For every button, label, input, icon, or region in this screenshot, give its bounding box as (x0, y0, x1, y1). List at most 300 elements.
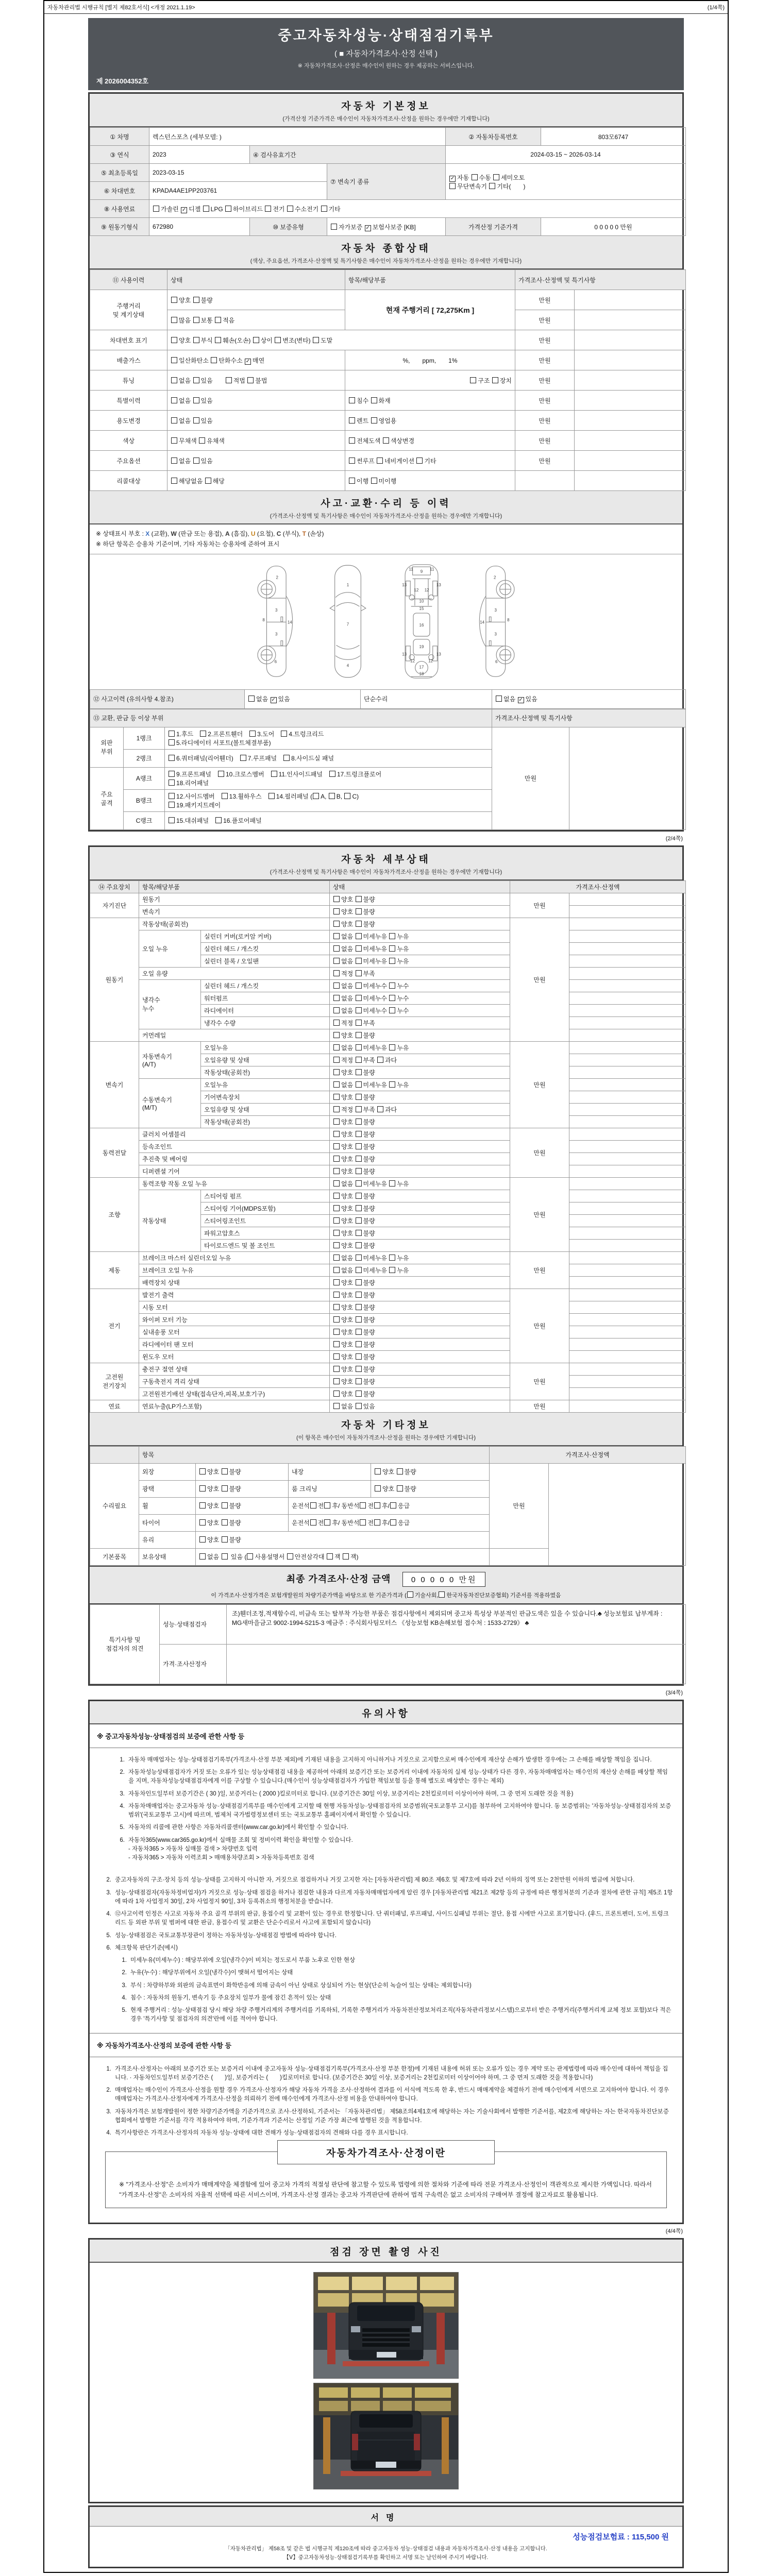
detail-state-table (90, 880, 682, 1413)
checkbox-unchecked (356, 958, 362, 964)
checkbox-unchecked (333, 1292, 340, 1298)
checkbox-unchecked (389, 1007, 395, 1013)
table-cell: ⑧ 사용연료 (90, 200, 149, 218)
table-cell: 시동 모터 (139, 1301, 330, 1313)
checkbox-unchecked (265, 206, 271, 212)
section-etc-info (90, 1413, 682, 1446)
table-cell: 유리 (139, 1531, 196, 1548)
table-cell: 자동변속기 (A/T) (139, 1041, 201, 1078)
table-row (90, 1029, 686, 1041)
price-survey-select-line: ( ■ 자동차가격조사·산정 선택 ) (334, 49, 438, 58)
checkbox-unchecked (171, 457, 177, 464)
table-cell (569, 1128, 686, 1140)
table-cell (569, 1264, 686, 1276)
svg-text:17: 17 (419, 665, 424, 670)
checkbox-unchecked (333, 1156, 340, 1162)
table-row (90, 979, 686, 992)
svg-text:13: 13 (402, 582, 407, 587)
table-cell: 양호 불량 (330, 1091, 510, 1103)
svg-text:18: 18 (419, 671, 424, 676)
notice-subitem-number: 3. (122, 1982, 127, 1989)
table-cell (569, 1313, 686, 1326)
checkbox-unchecked (356, 933, 362, 939)
car-diagram-side-left-icon (256, 562, 297, 681)
checkbox-unchecked (356, 1007, 362, 1013)
svg-text:16: 16 (419, 622, 424, 628)
title-box (88, 18, 684, 90)
table-row (90, 1313, 686, 1326)
table-cell (569, 992, 686, 1004)
table-cell: 배력장치 상태 (139, 1276, 330, 1289)
table-cell: 양호 불량 (330, 1326, 510, 1338)
checkbox-unchecked (389, 958, 395, 964)
table-cell: 워터펌프 (201, 992, 330, 1004)
table-cell: ⑫ 사고이력 (유의사항 4.참조) (90, 689, 245, 708)
table-cell: 양호 불량 (330, 1338, 510, 1350)
table-cell: 양호 불량 (330, 893, 510, 905)
checkbox-unchecked (333, 1329, 340, 1335)
table-cell: 양호 불량 (330, 1301, 510, 1313)
block-notices (88, 1700, 684, 2224)
checkbox-unchecked (377, 457, 383, 464)
checkbox-unchecked (356, 1168, 362, 1174)
checkbox-unchecked (222, 1536, 228, 1543)
notice-subitem (114, 1969, 673, 1977)
table-cell (575, 391, 686, 411)
table-cell: 양호 불량 (371, 1480, 490, 1497)
notice-item-number: 5. (120, 1824, 125, 1831)
checkbox-unchecked (333, 896, 340, 902)
table-cell: 없음 ✓ 있음 (492, 689, 686, 708)
table-row (90, 290, 686, 310)
notice-item (112, 1802, 673, 1820)
checkbox-unchecked (324, 1519, 330, 1526)
table-cell: 만원 (510, 1128, 569, 1177)
legend-segment: A (225, 530, 230, 537)
checkbox-unchecked (169, 731, 175, 737)
legend-segment: (판금 또는 용접), (176, 530, 226, 537)
table-cell: 없음 미세누유 누유 (330, 930, 510, 942)
checkbox-unchecked (171, 417, 177, 423)
table-cell: 고전원 전기장치 (90, 1363, 139, 1400)
table-cell: 양호 불량 (330, 1202, 510, 1214)
table-cell: ④ 검사유효기간 (250, 146, 446, 164)
table-cell: ⑨ 원동기형식 (90, 218, 149, 236)
checkbox-unchecked (333, 970, 340, 976)
table-cell: 양호 불량 (330, 1375, 510, 1387)
table-cell: 양호 부식 훼손(오손) 상이 변조(변타) 도말 (167, 330, 515, 350)
service-note: ※ 자동차가격조사·산정은 매수인이 원하는 경우 제공하는 서비스입니다. (297, 63, 475, 69)
checkbox-unchecked (371, 478, 377, 484)
table-cell (569, 1091, 686, 1103)
table-cell: 2랭크 (124, 749, 165, 767)
checkbox-unchecked (193, 297, 199, 303)
svg-text:9: 9 (420, 569, 423, 574)
notice-item-text: 자동차365(www.car365.go.kr)에서 실매물 조회 및 정비이력 확인을 확인할 수 있습니다. - 자동차365 > 자동차 실매물 검색 > 차량번호 입력 - 자동차365 > 자동차 이력조회 > 매매용차량조회 > 자동차등록번호 검색 (128, 1837, 353, 1861)
checkbox-unchecked (205, 478, 211, 484)
notice-item-text: 중고자동차의 구조·장치 등의 성능·상태를 고지하지 아니한 자, 거짓으로 점검하거나 거짓 고지한 자는 [자동차관리법] 제 80조 제6호 및 제7호에 따라 2년 이하의 징역 또는 2천만원 이하의 벌금에 처합니다. (115, 1877, 635, 1884)
table-cell: 많음 보통 적음 (167, 310, 345, 330)
signature-title: 서명 (90, 2507, 682, 2527)
checkbox-unchecked (472, 174, 478, 180)
notice-item (99, 2065, 673, 2083)
table-cell (575, 370, 686, 391)
table-cell: 양호 불량 (330, 1276, 510, 1289)
car-diagram-top-icon (327, 562, 368, 681)
svg-text:10: 10 (419, 599, 424, 604)
table-cell: 썬루프 네비게이션 기타 (345, 451, 515, 471)
table-row (90, 471, 686, 491)
checkbox-unchecked (287, 206, 293, 212)
table-row (90, 1165, 686, 1177)
table-cell: 보유상태 (139, 1548, 196, 1565)
checkbox-unchecked (356, 1106, 362, 1112)
section-overall-state (90, 236, 682, 269)
notice-item (99, 1910, 673, 1928)
checkbox-unchecked (333, 1316, 340, 1323)
table-cell: 무채색 유채색 (167, 431, 345, 451)
table-cell: 없음 미세누유 누유 (330, 1078, 510, 1091)
checkbox-unchecked (333, 1341, 340, 1347)
table-cell: 실린더 커버(로커암 커버) (201, 930, 330, 942)
checkbox-unchecked (356, 1353, 362, 1360)
etc-info-table (90, 1446, 682, 1566)
notice-item-number: 3. (120, 1790, 125, 1797)
table-cell: 1랭크 (124, 727, 165, 749)
inspection-photo-front (313, 2272, 459, 2379)
checkbox-unchecked (333, 995, 340, 1001)
checkbox-unchecked (356, 1156, 362, 1162)
table-row (90, 370, 686, 391)
svg-text:7: 7 (346, 622, 349, 627)
table-cell: 단순수리 (361, 689, 492, 708)
table-cell (575, 431, 686, 451)
table-cell: ⑬ 교환, 판금 등 이상 부위 (90, 709, 492, 727)
signature-legal-line-1: 「자동차관리법」 제58조 및 같은 법 시행규칙 제120조에 따라 중고자동차 성능·상태점검 내용과 자동차가격조사·산정 내용을 고지합니다. (225, 2545, 547, 2552)
checkbox-unchecked (389, 1044, 395, 1050)
notice-item-number: 6. (106, 1944, 111, 1951)
table-cell: 오일 유량 (139, 967, 330, 979)
legend-segment: (흠집), (229, 530, 251, 537)
page-marker-1: (1/4쪽) (707, 5, 725, 11)
table-cell: 스티어링 펌프 (201, 1190, 330, 1202)
block-photos (88, 2238, 684, 2503)
checkbox-unchecked (356, 982, 362, 989)
table-cell: 만원 (515, 330, 575, 350)
document-title: 중고자동차성능·상태점검기록부 (278, 28, 494, 43)
table-cell (515, 471, 575, 491)
table-cell: 없음 미세누유 누유 (330, 1251, 510, 1264)
checkbox-unchecked (356, 1316, 362, 1323)
checkbox-unchecked (193, 397, 199, 403)
table-cell: 상태 (330, 880, 510, 893)
checkbox-unchecked (333, 1353, 340, 1360)
checkbox-unchecked (356, 896, 362, 902)
checkbox-checked: ✓ (245, 358, 250, 364)
state-code-legend-line1 (96, 529, 676, 539)
notice-item-text: 자동차인도일부터 보증기간은 ( 30 )일, 보증거리는 ( 2000 )킬로미터로 합니다. (보증기간은 30일 이상, 보증거리는 2천킬로미터 이상이어야 하며, 그 중 먼저 도래한 것을 적용) (128, 1790, 574, 1797)
table-cell: 없음 있음 ( 사용설명서 안전삼각대 잭 잭) (196, 1548, 490, 1565)
notice-item-text: 자동차가격은 보험개발원이 정한 차량기준가액을 기준가격으로 조사·산정하되, 기준서는 「자동차관리법」 제58조의4제1호에 해당하는 자는 기술사회에서 발행한 기준서를, 제2호에 해당하는 자는 한국자동차진단보증협회에서 발행한 기준서를 각각 적용하여야 하며, 기준가격과 기준서는 산정일 기준 가장 최근에 발행된 것을 적용합니다. (115, 2108, 669, 2124)
checkbox-unchecked (169, 771, 175, 777)
price-survey-definition-title: 자동차가격조사·산정이란 (277, 2140, 495, 2164)
table-cell: 없음 있음 (330, 1400, 510, 1412)
svg-text:13: 13 (402, 652, 407, 657)
table-row (90, 1326, 686, 1338)
table-cell: 없음 ✓ 있음 (245, 689, 361, 708)
table-cell: 없음 있음 (167, 451, 345, 471)
table-cell: 12.사이드멤버 13.휠하우스 14.필러패널 ( A, B, C) 19.패키지트레이 (165, 789, 492, 811)
notice-subitem (114, 1956, 673, 1965)
checkbox-unchecked (193, 317, 199, 323)
checkbox-unchecked (333, 1168, 340, 1174)
table-cell: 해당없음 해당 (167, 471, 345, 491)
table-cell: 양호 불량 (167, 290, 345, 310)
checkbox-unchecked (313, 793, 319, 799)
table (90, 709, 686, 830)
table-cell (569, 1326, 686, 1338)
block-basic-overall-accident (88, 92, 684, 832)
table-cell: 휠 (139, 1497, 196, 1514)
checkbox-unchecked (171, 297, 177, 303)
checkbox-unchecked (333, 1255, 340, 1261)
legend-segment: (요철), (255, 530, 277, 537)
table-cell: 리콜대상 (90, 471, 167, 491)
table-row (90, 431, 686, 451)
checkbox-unchecked (331, 224, 337, 230)
notice-item-number: 2. (106, 2087, 111, 2094)
table-cell: ⑦ 변속기 종류 (327, 164, 446, 200)
table-cell: 가격조사·산정액 (510, 880, 686, 893)
checkbox-unchecked (333, 1193, 340, 1199)
table-cell: 만원 (515, 370, 575, 391)
table-cell: ⑭ 주요장치 (90, 880, 139, 893)
table-cell: 등속조인트 (139, 1140, 330, 1153)
table-row (90, 1289, 686, 1301)
section-basic-subtitle: (가격산정 기준가격은 매수인이 자동차가격조사·산정을 원하는 경우에만 기재합니다) (282, 116, 490, 122)
checkbox-unchecked (344, 793, 350, 799)
table-cell (569, 1078, 686, 1091)
notice-item-text: 자동차 매매업자는 성능·상태점검기록부(가격조사·산정 부분 제외)에 기재된 내용을 고지하지 아니하거나 거짓으로 고지함으로써 매수인에게 재산상 손해가 발생한 경우에는 그 손해를 배상할 책임을 집니다. (128, 1756, 652, 1763)
checkbox-unchecked (333, 1279, 340, 1285)
legend-segment: (손상) (306, 530, 324, 537)
table-cell: 양호 불량 (330, 1115, 510, 1128)
checkbox-unchecked (356, 1069, 362, 1075)
table-cell: 2024-03-15 ~ 2026-03-14 (446, 146, 686, 164)
table-cell: 없음 미세누수 누수 (330, 1004, 510, 1016)
table-cell: 만원 (515, 431, 575, 451)
checkbox-unchecked (356, 921, 362, 927)
checkbox-unchecked (389, 1255, 395, 1261)
table-cell: 파워고압호스 (201, 1227, 330, 1239)
checkbox-unchecked (333, 958, 340, 964)
table-cell: 특기사항 및 점검자의 의견 (90, 1604, 160, 1684)
table-cell: 상태 (167, 270, 345, 290)
table-cell: 변속기 (90, 1041, 139, 1128)
table-cell: 연료 (90, 1400, 139, 1412)
checkbox-unchecked (211, 357, 217, 363)
inspection-photos (90, 2263, 682, 2502)
table-cell: 타이로드엔드 및 볼 조인트 (201, 1239, 330, 1251)
table-cell: ① 차명 (90, 128, 149, 146)
table-cell: 없음 있음 적법 불법 (167, 370, 345, 391)
checkbox-unchecked (356, 1267, 362, 1273)
table-row (90, 330, 686, 350)
table-row (90, 1387, 686, 1400)
checkbox-unchecked (333, 1057, 340, 1063)
checkbox-unchecked (356, 1341, 362, 1347)
table-cell: 만원 (510, 1251, 569, 1289)
table-row (90, 1604, 686, 1644)
table-cell (569, 1041, 686, 1054)
notice-subitem-text: 침수 : 자동차의 원동기, 변속기 등 주요장치 일부가 물에 잠긴 흔적이 있는 상태 (130, 1994, 331, 2001)
notice-item-text: 체크항목 판단기준(예시) (115, 1944, 178, 1951)
svg-text:4: 4 (346, 663, 349, 668)
table-cell (90, 1446, 139, 1463)
table-cell: 9.프론트패널 10.크로스멤버 11.인사이드패널 17.트렁크플로어 18.리어패널 (165, 767, 492, 789)
checkbox-unchecked (218, 771, 224, 777)
table-cell: 가격조사·산정액 (490, 1446, 686, 1463)
notice-item (112, 1756, 673, 1765)
table-cell (569, 1400, 686, 1412)
checkbox-unchecked (333, 1180, 340, 1187)
table-cell: 와이퍼 모터 기능 (139, 1313, 330, 1326)
table-row (90, 128, 686, 146)
car-damage-diagrams (90, 554, 682, 689)
checkbox-unchecked (215, 317, 221, 323)
table-cell: 만원 (515, 290, 575, 310)
table-cell: 디퍼렌셜 기어 (139, 1165, 330, 1177)
checkbox-unchecked (333, 1205, 340, 1211)
section-overall-subtitle: (색상, 주요옵션, 가격조사·산정액 및 특기사항은 매수인이 자동차가격조사·산정을 원하는 경우에만 기재합니다) (250, 258, 522, 264)
table-cell (569, 905, 686, 918)
checkbox-unchecked (349, 437, 355, 444)
svg-text:11: 11 (430, 567, 434, 572)
svg-text:3: 3 (494, 607, 497, 613)
table-cell (569, 1202, 686, 1214)
table-row (90, 1128, 686, 1140)
table-cell: 냉각수 수량 (201, 1016, 330, 1029)
table-cell: 원동기 (139, 893, 330, 905)
checkbox-unchecked (169, 755, 175, 761)
table-cell (569, 955, 686, 967)
checkbox-unchecked (356, 1279, 362, 1285)
notice-item-number: 2. (120, 1769, 125, 1776)
checkbox-unchecked (356, 1205, 362, 1211)
table-cell: 차대번호 표기 (90, 330, 167, 350)
notice-item-number: 2. (106, 1877, 111, 1884)
table-cell: 양호 불량 (196, 1463, 289, 1480)
table-cell: 만원 (515, 391, 575, 411)
inspector-opinions-table (90, 1604, 682, 1684)
checkbox-checked: ✓ (181, 207, 187, 213)
final-price-note: 이 가격조사·산정가격은 보험개발원의 차량기준가액을 바탕으로 한 기준가격과 ( 기술사회, 한국자동차진단보증협회) 기준서를 적용하였음 (211, 1592, 561, 1599)
checkbox-unchecked (333, 1032, 340, 1038)
performance-insurance-fee: 성능점검보험료 : 115,500 원 (573, 2532, 669, 2541)
table-cell (227, 1644, 686, 1684)
table-row (90, 1338, 686, 1350)
checkbox-unchecked (416, 457, 423, 464)
table-cell (549, 1463, 686, 1565)
checkbox-unchecked (390, 1519, 396, 1526)
checkbox-unchecked (356, 1118, 362, 1125)
notice-item (99, 1889, 673, 1907)
table-cell: 자가보증 ✓ 보험사보증 [KB] (327, 218, 446, 236)
checkbox-unchecked (222, 1553, 228, 1560)
table-cell: 실린더 헤드 / 개스킷 (201, 979, 330, 992)
svg-text:2: 2 (494, 575, 496, 580)
legend-segment: X (145, 530, 150, 537)
table-cell (569, 967, 686, 979)
table (90, 1604, 686, 1684)
section-etc-subtitle: (이 항목은 매수인이 자동차가격조사·산정을 원하는 경우에만 기재합니다) (296, 1434, 476, 1441)
table-cell: 양호 불량 (330, 1165, 510, 1177)
notices-part1-group1 (90, 1748, 682, 1869)
table-cell: 외장 (139, 1463, 196, 1480)
checkbox-unchecked (333, 1304, 340, 1310)
checkbox-unchecked (360, 1502, 366, 1509)
table-cell: 만원 (490, 1463, 549, 1548)
table-cell (569, 1387, 686, 1400)
table-cell: 커먼레일 (139, 1029, 330, 1041)
notice-item (99, 2108, 673, 2126)
table-cell: 오일누유 (201, 1041, 330, 1054)
checkbox-unchecked (356, 1193, 362, 1199)
table-cell (575, 350, 686, 370)
checkbox-unchecked (333, 921, 340, 927)
notice-item (112, 1836, 673, 1863)
table-cell (490, 1548, 549, 1565)
table-row (90, 164, 686, 182)
checkbox-unchecked (389, 945, 395, 952)
form-reference-row (44, 1, 728, 14)
table-cell: 오일누유 (201, 1078, 330, 1091)
page-frame (43, 0, 729, 2573)
checkbox-unchecked (171, 397, 177, 403)
checkbox-unchecked (203, 206, 209, 212)
svg-text:14: 14 (287, 620, 292, 625)
table-cell: 0 0 0 0 0 만원 (541, 218, 686, 236)
checkbox-unchecked (377, 1106, 383, 1112)
table-cell: 양호 불량 (330, 1387, 510, 1400)
car-diagram-side-right-icon (475, 562, 516, 681)
table-cell: 동력조향 작동 오일 누유 (139, 1177, 330, 1190)
notice-subitem (114, 2006, 673, 2024)
table-cell: 기본품목 (90, 1548, 139, 1565)
table-row (90, 146, 686, 164)
table-row (90, 451, 686, 471)
table-cell: 침수 화재 (345, 391, 515, 411)
table-cell: 없음 미세누수 누수 (330, 979, 510, 992)
section-accident-title: 사고·교환·수리 등 이력 (321, 498, 451, 509)
checkbox-unchecked (169, 739, 175, 745)
checkbox-unchecked (407, 1591, 413, 1598)
table-cell: 672980 (149, 218, 250, 236)
table-cell: 만원 (492, 727, 569, 829)
checkbox-unchecked (492, 377, 498, 383)
legend-segment: (교환), (149, 530, 171, 537)
notice-subitem-number: 5. (122, 2007, 127, 2014)
table-cell: 라디에이터 팬 모터 (139, 1338, 330, 1350)
section-accident-history (90, 491, 682, 524)
table-cell (575, 310, 686, 330)
svg-text:12: 12 (424, 587, 429, 592)
section-overall-title: 자동차 종합상태 (341, 243, 431, 254)
checkbox-unchecked (356, 970, 362, 976)
checkbox-unchecked (169, 793, 175, 799)
table-cell: 운전석 전 후/ 동반석 전 후/ 응급 (289, 1514, 490, 1531)
notice-subitem-text: 현재 주행거리 : 성능·상태점검 당시 해당 차량 주행거리계의 주행거리를 기록하되, 기록한 주행거리가 자동차전산정보처리조직(자동차관리정보시스템)으로부터 받은 주행거리(주행거리계 교체 정보 포함)보다 적은 경우 '특기사항 및 점검자의 의견'란에 이를 적어야 합니다. (130, 2007, 671, 2023)
